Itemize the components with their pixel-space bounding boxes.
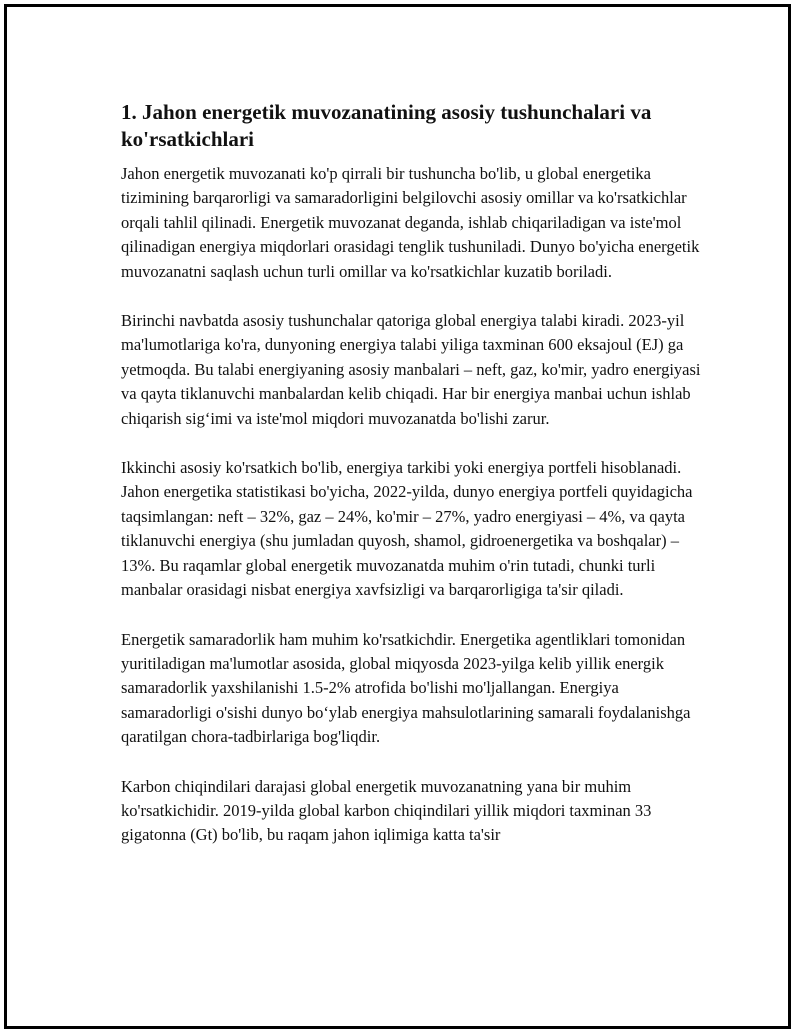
document-body xyxy=(121,99,701,873)
paragraph-energy-demand: Birinchi navbatda asosiy tushunchalar qatoriga global energiya talabi kiradi. 2023-yil ma'lumotlariga ko'ra, dunyoning energiya talabi yiliga taxminan 600 eksajoul (EJ) ga yetmoqda. Bu talabi energiyaning asosiy manbalari – neft, gaz, ko'mir, yadro energiyasi va qayta tiklanuvchi manbalardan kelib chiqadi. Har bir energiya manbai uchun ishlab chiqarish sig‘imi va iste'mol miqdori muvozanatda bo'lishi zarur. xyxy=(121,311,701,428)
paragraph-intro: Jahon energetik muvozanati ko'p qirrali bir tushuncha bo'lib, u global energetika tizimining barqarorligi va samaradorligini belgilovchi asosiy omillar va ko'rsatkichlar orqali tahlil qilinadi. Energetik muvozanat deganda, ishlab chiqariladigan va iste'mol qilinadigan energiya miqdorlari orasidagi tenglik tushuniladi. Dunyo bo'yicha energetik muvozanatni saqlash uchun turli omillar va ko'rsatkichlar kuzatib boriladi. xyxy=(121,164,700,281)
page-frame xyxy=(4,4,791,1029)
section-heading: 1. Jahon energetik muvozanatining asosiy tushunchalari va ko'rsatkichlari xyxy=(121,100,652,151)
paragraph-energy-efficiency: Energetik samaradorlik ham muhim ko'rsatkichdir. Energetika agentliklari tomonidan yuritiladigan ma'lumotlar asosida, global miqyosda 2023-yilga kelib yillik energik samaradorlik yaxshilanishi 1.5-2% atrofida bo'lishi mo'ljallangan. Energiya samaradorligi o'sishi dunyo bo‘ylab energiya mahsulotlarining samarali foydalanishga qaratilgan chora-tadbirlariga bog'liqdir. xyxy=(121,629,691,747)
paragraph-carbon-emissions: Karbon chiqindilari darajasi global energetik muvozanatning yana bir muhim ko'rsatkichidir. 2019-yilda global karbon chiqindilari yillik miqdori taxminan 33 gigatonna (Gt) bo'lib, bu raqam jahon iqlimiga katta ta'sir xyxy=(121,776,652,845)
paragraph-energy-portfolio: Ikkinchi asosiy ko'rsatkich bo'lib, energiya tarkibi yoki energiya portfeli hisoblanadi. Jahon energetika statistikasi bo'yicha, 2022-yilda, dunyo energiya portfeli quyidagicha taqsimlangan: neft – 32%, gaz – 24%, ko'mir – 27%, yadro energiyasi – 4%, va qayta tiklanuvchi energiya (shu jumladan quyosh, shamol, gidroenergetika va boshqalar) – 13%. Bu raqamlar global energetik muvozanatda muhim o'rin tutadi, chunki turli manbalar orasidagi nisbat energiya xavfsizligi va barqarorligiga ta'sir qiladi. xyxy=(121,458,693,600)
